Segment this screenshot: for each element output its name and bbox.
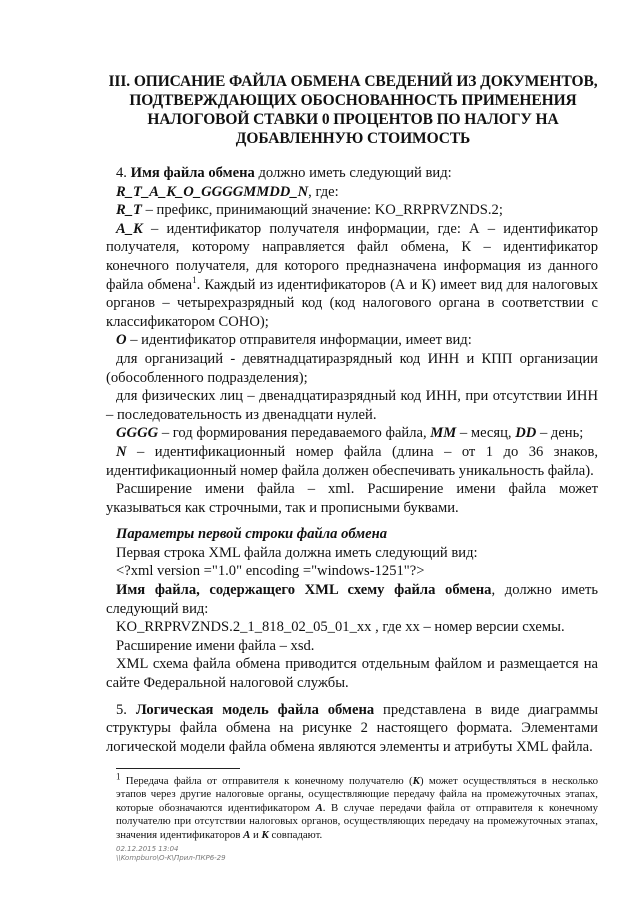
date-fields: GGGG – год формирования передаваемого файла, ММ – месяц, DD – день;	[116, 425, 584, 442]
identifier-ak: A_K – идентификатор получателя информации, где: А – идентификатор получателя, которому направляется файл обмена, К – идентификатор конечного получателя, для которого предназначена информация из данного файла обмена$^1$. Каждый из идентификаторов (А и К) имеет вид для налоговых органов – четырехразрядный код (код налогового органа в соответствии с классификатором СОНО);	[106, 220, 598, 330]
schema-name-value: KO_RRPRVZNDS.2_1_818_02_05_01_xx , где хх – номер версии схемы.	[116, 619, 565, 636]
xml-declaration: <?xml version ="1.0" encoding ="windows-1251"?>	[116, 563, 425, 580]
xml-schema-note: XML схема файла обмена приводится отдельным файлом и размещается на сайте Федеральной налоговой службы.	[106, 656, 598, 692]
footnote: $^1$ Передача файла от отправителя к конечному получателю (К) может осуществляться в несколько этапов через другие налоговые органы, осуществляющие передачу файла на промежуточных этапах, которые обозначаются идентификатором А. В случае передачи файла от отправителя к конечному получателю при отсутствии налоговых органов, осуществляющих передачу на промежуточных этапах, значения идентификаторов А и К совпадают.	[116, 771, 598, 841]
title-line-4: ДОБАВЛЕННУЮ СТОИМОСТЬ	[235, 130, 471, 147]
params-heading: Параметры первой строки файла обмена	[116, 526, 388, 543]
stamp-date: 02.12.2015 13:04	[116, 845, 179, 853]
schema-file-name: Имя файла, содержащего XML схему файла обмена, должно иметь следующий вид:	[106, 582, 598, 617]
prefix-rt: R_T – префикс, принимающий значение: KO_RRPRVZNDS.2;	[116, 202, 503, 219]
footnote-ref: 1	[192, 274, 197, 285]
org-identifier: для организаций - девятнадцатиразрядный код ИНН и КПП организации (обособленного подразделения);	[106, 350, 598, 386]
identifier-o: O – идентификатор отправителя информации, имеет вид:	[116, 332, 472, 349]
paragraph-4: 4. Имя файла обмена должно иметь следующий вид:	[116, 165, 452, 181]
stamp-path: \\Kompburo\O-K\Прил-ПКР6-29	[116, 854, 226, 862]
extension-xml: Расширение имени файла – xml. Расширение имени файла может указываться как строчными, так и прописными буквами.	[106, 481, 598, 516]
file-name-pattern: R_T_A_K_O_GGGGMMDD_N, где:	[116, 183, 339, 200]
first-line-text: Первая строка XML файла должна иметь следующий вид:	[116, 544, 478, 561]
title-line-3: НАЛОГОВОЙ СТАВКИ 0 ПРОЦЕНТОВ ПО НАЛОГУ НА	[147, 111, 559, 128]
extension-xsd: Расширение имени файла – xsd.	[116, 637, 315, 654]
person-identifier: для физических лиц – двенадцатиразрядный код ИНН, при отсутствии ИНН – последовательность из двенадцати нулей.	[106, 388, 598, 423]
file-stamp	[116, 845, 226, 863]
document-body	[106, 164, 598, 756]
identifier-n: N – идентификационный номер файла (длина – от 1 до 36 знаков, идентификационный номер файла должен обеспечивать уникальность файла).	[106, 443, 598, 479]
paragraph-5: 5. Логическая модель файла обмена представлена в виде диаграммы структуры файла обмена на рисунке 2 настоящего формата. Элементами логической модели файла обмена являются элементы и атрибуты XML файла.	[106, 701, 598, 755]
title-line-1: III. ОПИСАНИЕ ФАЙЛА ОБМЕНА СВЕДЕНИЙ ИЗ ДОКУМЕНТОВ,	[108, 73, 598, 90]
section-title	[100, 72, 606, 148]
footnote-divider	[116, 768, 240, 769]
title-line-2: ПОДТВЕРЖДАЮЩИХ ОБОСНОВАННОСТЬ ПРИМЕНЕНИЯ	[129, 92, 577, 109]
